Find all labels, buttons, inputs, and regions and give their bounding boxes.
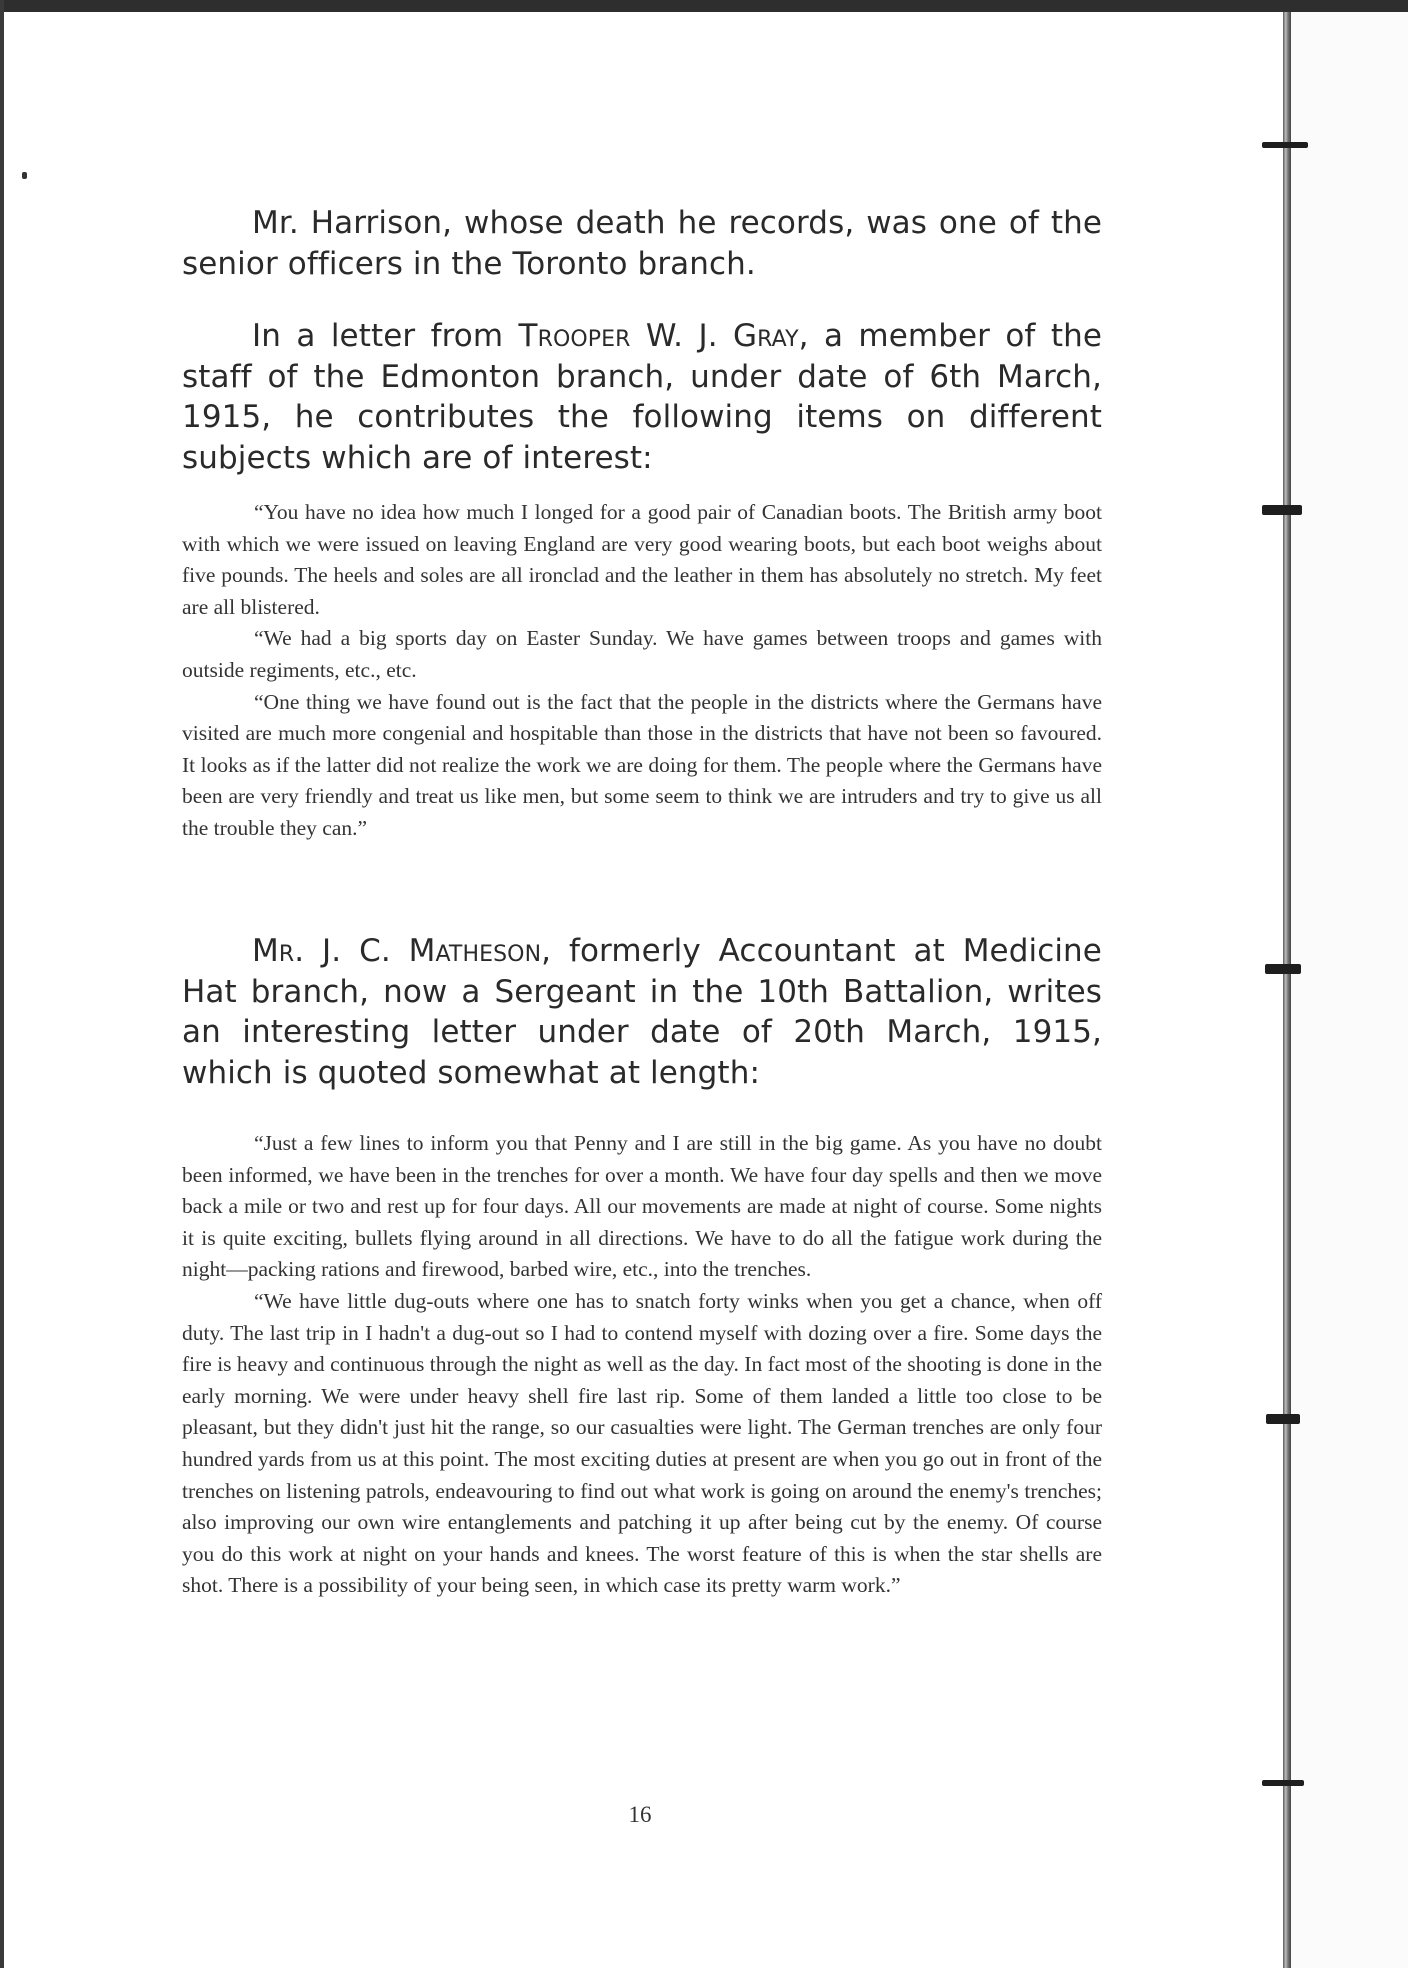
matheson-name: Mr. J. C. Matheson <box>252 933 542 969</box>
harrison-text: Mr. Harrison, whose death he records, was one of the senior officers in the Toronto branch. <box>182 205 1102 282</box>
binding-spine <box>1283 12 1291 1968</box>
matheson-intro-rest: , formerly Accountant at Medicine Hat branch, now a Sergeant in the 10th Battalion, writes an interesting letter under date of 20th March, 1915, which is quoted somewhat at length: <box>182 933 1102 1091</box>
gray-quote-1: “You have no idea how much I longed for a good pair of Canadian boots. The British army boot with which we were issued on leaving England are very good wearing boots, but each boot weighs about five pounds. The heels and soles are all ironclad and the leather in them has absolutely no stretch. My feet are all blistered. <box>182 500 1102 619</box>
matheson-quote-1: “Just a few lines to inform you that Penny and I are still in the big game. As you have no doubt been informed, we have been in the trenches for over a month. We have four day spells and then we move back a mile or two and rest up for four days. All our movements are made at night of course. Some nights it is quite exciting, bullets flying around in all directions. We have to do all the fatigue work during the night—packing rations and firewood, barbed wire, etc., into the trenches. <box>182 1131 1102 1282</box>
matheson-quote-block <box>182 1128 1102 1602</box>
binding-stitch <box>1266 1414 1300 1424</box>
gray-intro-rest: , a member of the staff of the Edmonton branch, under date of 6th March, 1915, he contributes the following items on different subjects which are of interest: <box>182 318 1102 476</box>
matheson-quote-2: “We have little dug-outs where one has to snatch forty winks when you get a chance, when off duty. The last trip in I hadn't a dug-out so I had to contend myself with dozing over a fire. Some days the fire is heavy and continuous through the night as well as the day. In fact most of the shooting is done in the early morning. We were under heavy shell fire last rip. Some of them landed a little too close to be pleasant, but they didn't just hit the range, so our casualties were light. The German trenches are only four hundred yards from us at this point. The most exciting duties at present are when you go out in front of the trenches on listening patrols, endeavouring to find out what work is going on around the enemy's trenches; also improving our own wire entanglements and patching it up after being cut by the enemy. Of course you do this work at night on your hands and knees. The worst feature of this is when the star shells are shot. There is a possibility of your being seen, in which case its pretty warm work.” <box>182 1288 1102 1598</box>
gray-quote-2: “We had a big sports day on Easter Sunday. We have games between troops and games with outside regiments, etc., etc. <box>182 626 1102 682</box>
gray-quote-3: “One thing we have found out is the fact that the people in the districts where the Germans have visited are much more congenial and hospitable than those in the districts that have not been so favoured. It looks as if the latter did not realize the work we are doing for them. The people where the Germans have been are very friendly and treat us like men, but some seem to think we are intruders and try to give us all the trouble they can.” <box>182 689 1102 840</box>
gray-intro-lead: In a letter from <box>252 318 519 354</box>
binding-stitch <box>1265 964 1301 974</box>
paragraph-harrison <box>182 203 1102 284</box>
binding-stitch <box>1262 505 1302 515</box>
scan-top-border <box>0 0 1408 12</box>
binding-stitch <box>1262 1780 1304 1786</box>
ink-speck <box>22 172 27 179</box>
binding-stitch <box>1262 142 1308 148</box>
adjacent-page-edge <box>1291 12 1408 1968</box>
gray-name: Trooper W. J. Gray <box>518 318 799 354</box>
page-number: 16 <box>628 1802 652 1827</box>
paragraph-gray-intro <box>182 316 1102 478</box>
gray-quote-block <box>182 497 1102 845</box>
paragraph-matheson-intro <box>182 931 1102 1093</box>
